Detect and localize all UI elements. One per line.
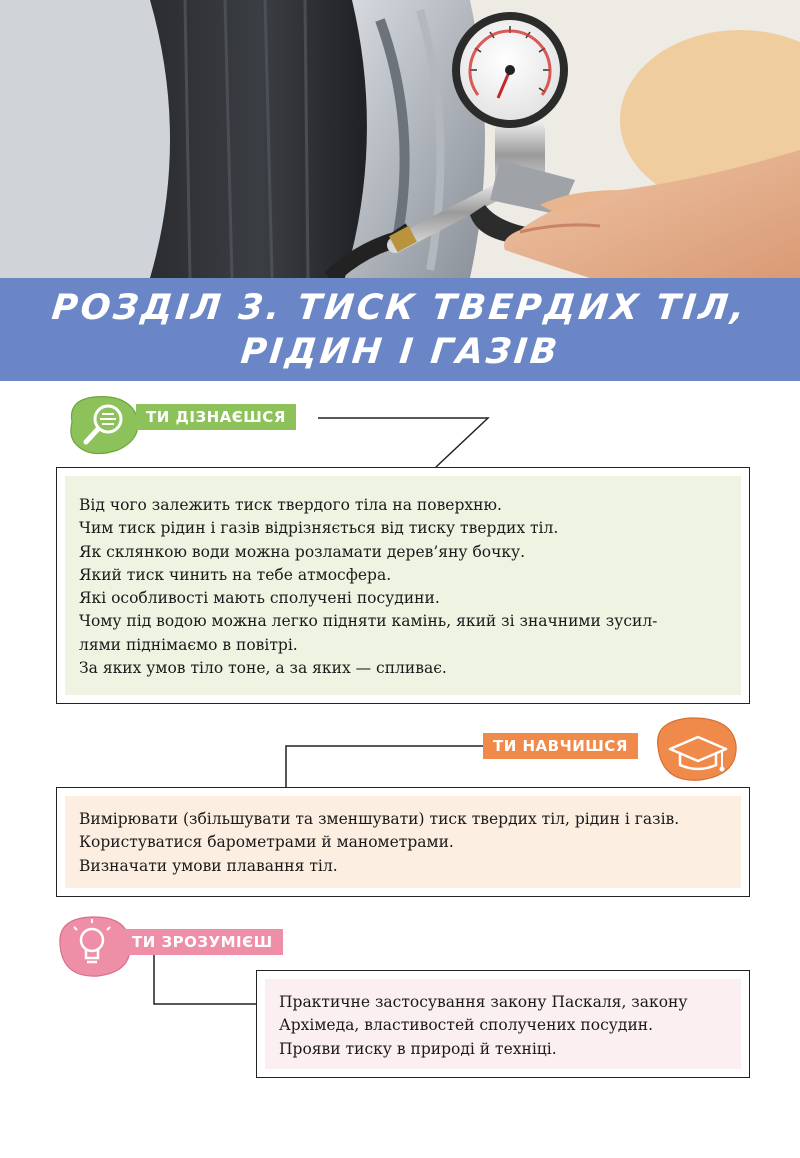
list-item: Чому під водою можна легко підняти камінь, який зі значними зусил- [79, 612, 658, 631]
skills-box [56, 787, 750, 897]
section-tag-skills: ТИ НАВЧИШСЯ [483, 733, 638, 759]
list-item: Користуватися барометрами й манометрами. [79, 833, 454, 852]
skills-panel [65, 796, 741, 888]
understand-box [256, 970, 750, 1078]
learn-topics-box [56, 467, 750, 704]
list-item: Архімеда, властивостей сполучених посудин. [279, 1016, 654, 1035]
list-item: Чим тиск рідин і газів відрізняється від тиску твердих тіл. [79, 519, 559, 538]
list-item: Як склянкою води можна розламати дерев’яну бочку. [79, 542, 526, 561]
list-item: Практичне застосування закону Паскаля, закону [279, 993, 688, 1011]
list-item: Вимірювати (збільшувати та зменшувати) тиск твердих тіл, рідин і газів. [79, 810, 680, 828]
section-tag-understand: ТИ ЗРОЗУМІЄШ [122, 929, 283, 955]
skills-list [79, 808, 731, 878]
section-tag-learn: ТИ ДІЗНАЄШСЯ [136, 404, 296, 430]
understand-list [279, 991, 731, 1061]
learn-topics-panel [65, 476, 741, 695]
magnifier-icon [64, 392, 142, 458]
understand-panel [265, 979, 741, 1069]
graduation-cap-icon [648, 713, 740, 785]
list-item: Прояви тиску в природі й техніці. [279, 1039, 557, 1058]
list-item: лями піднімаємо в повітрі. [79, 635, 298, 654]
list-item: Визначати умови плавання тіл. [79, 856, 338, 875]
list-item: Які особливості мають сполучені посудини. [79, 589, 440, 608]
chapter-title-line-2: РІДИН І ГАЗІВ [238, 331, 562, 372]
chapter-title-line-1: РОЗДІЛ 3. ТИСК ТВЕРДИХ ТІЛ, [50, 287, 750, 328]
list-item: За яких умов тіло тоне, а за яких — спливає. [79, 659, 447, 678]
list-item: Який тиск чинить на тебе атмосфера. [79, 565, 392, 584]
list-item: Від чого залежить тиск твердого тіла на поверхню. [79, 496, 502, 514]
learn-topics-list [79, 494, 729, 680]
